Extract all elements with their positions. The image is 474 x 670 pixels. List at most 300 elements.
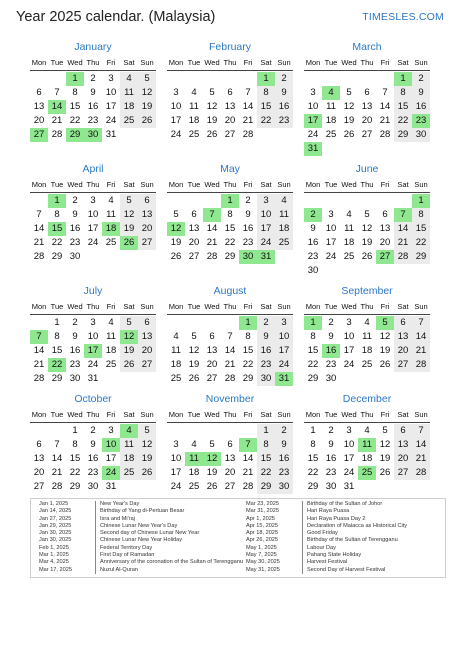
holiday-day-cell[interactable]: 1: [221, 194, 239, 208]
holiday-day-cell[interactable]: 7: [394, 208, 412, 222]
day-cell[interactable]: 3: [346, 317, 352, 328]
holiday-day-cell[interactable]: 15: [48, 222, 66, 236]
day-cell[interactable]: 11: [362, 331, 372, 342]
day-cell[interactable]: 7: [245, 87, 251, 98]
holiday-day-cell[interactable]: 1: [239, 316, 257, 330]
day-cell[interactable]: 17: [325, 237, 337, 248]
day-cell[interactable]: 6: [138, 194, 156, 208]
day-cell[interactable]: 6: [227, 87, 233, 98]
day-cell[interactable]: 23: [242, 237, 254, 248]
day-cell[interactable]: 3: [108, 425, 114, 436]
day-cell[interactable]: 30: [257, 372, 275, 386]
day-cell[interactable]: 8: [54, 331, 60, 342]
holiday-day-cell[interactable]: 31: [275, 372, 293, 386]
day-cell[interactable]: 10: [257, 208, 275, 222]
day-cell[interactable]: 29: [242, 373, 254, 384]
day-cell[interactable]: 15: [242, 345, 254, 356]
day-cell[interactable]: 14: [394, 222, 412, 236]
day-cell[interactable]: 18: [188, 115, 200, 126]
day-cell[interactable]: 30: [69, 373, 81, 384]
day-cell[interactable]: 13: [379, 223, 391, 234]
day-cell[interactable]: 24: [257, 236, 275, 250]
day-cell[interactable]: 9: [412, 86, 430, 100]
day-cell[interactable]: 19: [138, 452, 156, 466]
day-cell[interactable]: 31: [105, 481, 117, 492]
day-cell[interactable]: 22: [69, 115, 81, 126]
day-cell[interactable]: 25: [105, 359, 117, 370]
day-cell[interactable]: 25: [120, 114, 138, 128]
day-cell[interactable]: 4: [191, 87, 197, 98]
holiday-day-cell[interactable]: 25: [358, 466, 376, 480]
day-cell[interactable]: 20: [379, 237, 391, 248]
day-cell[interactable]: 5: [173, 209, 179, 220]
day-cell[interactable]: 16: [87, 453, 99, 464]
day-cell[interactable]: 2: [412, 72, 430, 86]
day-cell[interactable]: 16: [69, 223, 81, 234]
day-cell[interactable]: 2: [257, 316, 275, 330]
day-cell[interactable]: 11: [326, 101, 336, 112]
holiday-day-cell[interactable]: 7: [239, 438, 257, 452]
day-cell[interactable]: 27: [394, 466, 412, 480]
day-cell[interactable]: 20: [394, 452, 412, 466]
day-cell[interactable]: 26: [379, 359, 391, 370]
day-cell[interactable]: 5: [191, 331, 197, 342]
day-cell[interactable]: 3: [90, 317, 96, 328]
day-cell[interactable]: 19: [343, 115, 355, 126]
day-cell[interactable]: 26: [138, 114, 156, 128]
day-cell[interactable]: 21: [242, 467, 254, 478]
day-cell[interactable]: 20: [361, 115, 373, 126]
day-cell[interactable]: 26: [343, 129, 355, 140]
day-cell[interactable]: 2: [72, 195, 78, 206]
day-cell[interactable]: 6: [191, 209, 197, 220]
day-cell[interactable]: 15: [307, 345, 319, 356]
day-cell[interactable]: 5: [209, 439, 215, 450]
day-cell[interactable]: 28: [33, 373, 45, 384]
day-cell[interactable]: 14: [33, 345, 45, 356]
day-cell[interactable]: 9: [245, 209, 251, 220]
day-cell[interactable]: 9: [257, 330, 275, 344]
day-cell[interactable]: 21: [412, 452, 430, 466]
holiday-day-cell[interactable]: 7: [203, 208, 221, 222]
day-cell[interactable]: 13: [361, 101, 373, 112]
day-cell[interactable]: 11: [344, 223, 354, 234]
day-cell[interactable]: 2: [90, 73, 96, 84]
day-cell[interactable]: 19: [361, 237, 373, 248]
day-cell[interactable]: 5: [382, 425, 388, 436]
day-cell[interactable]: 28: [51, 129, 63, 140]
day-cell[interactable]: 13: [138, 330, 156, 344]
holiday-day-cell[interactable]: 1: [412, 194, 430, 208]
holiday-day-cell[interactable]: 12: [203, 452, 221, 466]
day-cell[interactable]: 3: [173, 439, 179, 450]
day-cell[interactable]: 24: [343, 467, 355, 478]
day-cell[interactable]: 11: [189, 101, 199, 112]
holiday-day-cell[interactable]: 31: [304, 142, 322, 156]
day-cell[interactable]: 1: [72, 425, 78, 436]
day-cell[interactable]: 16: [69, 345, 81, 356]
day-cell[interactable]: 19: [120, 344, 138, 358]
day-cell[interactable]: 13: [394, 438, 412, 452]
day-cell[interactable]: 26: [206, 129, 218, 140]
day-cell[interactable]: 28: [412, 358, 430, 372]
day-cell[interactable]: 21: [51, 115, 63, 126]
day-cell[interactable]: 18: [275, 222, 293, 236]
day-cell[interactable]: 6: [394, 424, 412, 438]
day-cell[interactable]: 14: [379, 101, 391, 112]
day-cell[interactable]: 12: [206, 101, 218, 112]
holiday-day-cell[interactable]: 22: [48, 358, 66, 372]
day-cell[interactable]: 9: [328, 331, 334, 342]
day-cell[interactable]: 24: [87, 359, 99, 370]
holiday-day-cell[interactable]: 2: [304, 208, 322, 222]
holiday-day-cell[interactable]: 26: [120, 236, 138, 250]
day-cell[interactable]: 10: [87, 209, 99, 220]
day-cell[interactable]: 18: [170, 359, 182, 370]
day-cell[interactable]: 20: [33, 115, 45, 126]
day-cell[interactable]: 18: [120, 100, 138, 114]
day-cell[interactable]: 7: [36, 209, 42, 220]
day-cell[interactable]: 1: [54, 317, 60, 328]
day-cell[interactable]: 3: [108, 73, 114, 84]
day-cell[interactable]: 31: [343, 481, 355, 492]
day-cell[interactable]: 2: [328, 317, 334, 328]
day-cell[interactable]: 6: [209, 331, 215, 342]
day-cell[interactable]: 8: [72, 87, 78, 98]
day-cell[interactable]: 16: [275, 100, 293, 114]
day-cell[interactable]: 4: [108, 195, 114, 206]
day-cell[interactable]: 20: [224, 115, 236, 126]
day-cell[interactable]: 5: [364, 209, 370, 220]
day-cell[interactable]: 8: [72, 439, 78, 450]
day-cell[interactable]: 13: [206, 345, 218, 356]
day-cell[interactable]: 11: [106, 209, 116, 220]
day-cell[interactable]: 22: [224, 237, 236, 248]
day-cell[interactable]: 2: [275, 424, 293, 438]
day-cell[interactable]: 18: [325, 115, 337, 126]
day-cell[interactable]: 28: [242, 129, 254, 140]
day-cell[interactable]: 12: [361, 223, 373, 234]
day-cell[interactable]: 24: [105, 115, 117, 126]
day-cell[interactable]: 20: [206, 359, 218, 370]
day-cell[interactable]: 17: [343, 345, 355, 356]
day-cell[interactable]: 18: [120, 452, 138, 466]
day-cell[interactable]: 11: [120, 438, 138, 452]
day-cell[interactable]: 28: [379, 129, 391, 140]
day-cell[interactable]: 20: [224, 467, 236, 478]
day-cell[interactable]: 9: [310, 223, 316, 234]
day-cell[interactable]: 29: [394, 128, 412, 142]
day-cell[interactable]: 13: [224, 453, 236, 464]
day-cell[interactable]: 27: [224, 129, 236, 140]
day-cell[interactable]: 3: [346, 425, 352, 436]
day-cell[interactable]: 27: [33, 481, 45, 492]
holiday-day-cell[interactable]: 27: [30, 128, 48, 142]
day-cell[interactable]: 5: [120, 316, 138, 330]
day-cell[interactable]: 24: [275, 358, 293, 372]
day-cell[interactable]: 3: [328, 209, 334, 220]
day-cell[interactable]: 12: [343, 101, 355, 112]
day-cell[interactable]: 8: [310, 439, 316, 450]
day-cell[interactable]: 6: [138, 316, 156, 330]
day-cell[interactable]: 11: [106, 331, 116, 342]
day-cell[interactable]: 20: [394, 344, 412, 358]
day-cell[interactable]: 14: [412, 330, 430, 344]
day-cell[interactable]: 14: [242, 101, 254, 112]
day-cell[interactable]: 10: [170, 453, 182, 464]
day-cell[interactable]: 9: [90, 87, 96, 98]
day-cell[interactable]: 2: [275, 72, 293, 86]
day-cell[interactable]: 22: [412, 236, 430, 250]
day-cell[interactable]: 11: [275, 208, 293, 222]
day-cell[interactable]: 4: [364, 425, 370, 436]
day-cell[interactable]: 15: [51, 345, 63, 356]
day-cell[interactable]: 26: [138, 466, 156, 480]
day-cell[interactable]: 13: [188, 223, 200, 234]
day-cell[interactable]: 3: [275, 316, 293, 330]
day-cell[interactable]: 25: [188, 481, 200, 492]
day-cell[interactable]: 17: [170, 467, 182, 478]
day-cell[interactable]: 6: [382, 209, 388, 220]
day-cell[interactable]: 9: [275, 438, 293, 452]
day-cell[interactable]: 22: [307, 359, 319, 370]
day-cell[interactable]: 16: [307, 237, 319, 248]
day-cell[interactable]: 6: [394, 316, 412, 330]
day-cell[interactable]: 29: [51, 251, 63, 262]
day-cell[interactable]: 13: [138, 208, 156, 222]
day-cell[interactable]: 22: [394, 114, 412, 128]
day-cell[interactable]: 31: [105, 129, 117, 140]
holiday-day-cell[interactable]: 17: [84, 344, 102, 358]
day-cell[interactable]: 4: [275, 194, 293, 208]
day-cell[interactable]: 27: [138, 358, 156, 372]
day-cell[interactable]: 23: [325, 359, 337, 370]
day-cell[interactable]: 25: [275, 236, 293, 250]
day-cell[interactable]: 29: [69, 481, 81, 492]
day-cell[interactable]: 27: [138, 236, 156, 250]
day-cell[interactable]: 28: [224, 373, 236, 384]
day-cell[interactable]: 21: [51, 467, 63, 478]
day-cell[interactable]: 2: [90, 425, 96, 436]
day-cell[interactable]: 4: [173, 331, 179, 342]
day-cell[interactable]: 17: [343, 453, 355, 464]
day-cell[interactable]: 31: [87, 373, 99, 384]
holiday-day-cell[interactable]: 24: [102, 466, 120, 480]
day-cell[interactable]: 15: [257, 452, 275, 466]
holiday-day-cell[interactable]: 1: [394, 72, 412, 86]
day-cell[interactable]: 8: [227, 209, 233, 220]
day-cell[interactable]: 6: [36, 87, 42, 98]
day-cell[interactable]: 4: [191, 439, 197, 450]
day-cell[interactable]: 29: [307, 373, 319, 384]
day-cell[interactable]: 7: [54, 439, 60, 450]
day-cell[interactable]: 5: [138, 72, 156, 86]
day-cell[interactable]: 18: [361, 453, 373, 464]
day-cell[interactable]: 10: [105, 87, 117, 98]
day-cell[interactable]: 29: [412, 250, 430, 264]
day-cell[interactable]: 17: [257, 222, 275, 236]
day-cell[interactable]: 8: [257, 86, 275, 100]
day-cell[interactable]: 13: [33, 453, 45, 464]
day-cell[interactable]: 30: [275, 480, 293, 494]
day-cell[interactable]: 5: [209, 87, 215, 98]
day-cell[interactable]: 3: [173, 87, 179, 98]
day-cell[interactable]: 2: [328, 425, 334, 436]
day-cell[interactable]: 8: [257, 438, 275, 452]
day-cell[interactable]: 18: [361, 345, 373, 356]
day-cell[interactable]: 23: [69, 237, 81, 248]
day-cell[interactable]: 17: [87, 223, 99, 234]
day-cell[interactable]: 28: [206, 251, 218, 262]
day-cell[interactable]: 29: [307, 481, 319, 492]
day-cell[interactable]: 8: [394, 86, 412, 100]
day-cell[interactable]: 17: [170, 115, 182, 126]
day-cell[interactable]: 10: [343, 439, 355, 450]
day-cell[interactable]: 7: [382, 87, 388, 98]
holiday-day-cell[interactable]: 12: [120, 330, 138, 344]
day-cell[interactable]: 23: [275, 114, 293, 128]
day-cell[interactable]: 12: [379, 331, 391, 342]
day-cell[interactable]: 30: [325, 481, 337, 492]
day-cell[interactable]: 14: [224, 345, 236, 356]
holiday-day-cell[interactable]: 1: [48, 194, 66, 208]
day-cell[interactable]: 23: [257, 358, 275, 372]
day-cell[interactable]: 16: [242, 223, 254, 234]
holiday-day-cell[interactable]: 29: [66, 128, 84, 142]
day-cell[interactable]: 27: [394, 358, 412, 372]
day-cell[interactable]: 19: [379, 453, 391, 464]
day-cell[interactable]: 12: [138, 438, 156, 452]
day-cell[interactable]: 13: [224, 101, 236, 112]
day-cell[interactable]: 17: [105, 453, 117, 464]
day-cell[interactable]: 3: [257, 194, 275, 208]
day-cell[interactable]: 10: [343, 331, 355, 342]
holiday-day-cell[interactable]: 16: [322, 344, 340, 358]
holiday-day-cell[interactable]: 23: [412, 114, 430, 128]
day-cell[interactable]: 19: [379, 345, 391, 356]
day-cell[interactable]: 13: [33, 101, 45, 112]
day-cell[interactable]: 6: [364, 87, 370, 98]
day-cell[interactable]: 9: [72, 331, 78, 342]
day-cell[interactable]: 9: [72, 209, 78, 220]
day-cell[interactable]: 25: [361, 359, 373, 370]
day-cell[interactable]: 14: [412, 438, 430, 452]
day-cell[interactable]: 14: [33, 223, 45, 234]
day-cell[interactable]: 16: [275, 452, 293, 466]
day-cell[interactable]: 12: [379, 439, 391, 450]
holiday-day-cell[interactable]: 1: [304, 316, 322, 330]
day-cell[interactable]: 16: [412, 100, 430, 114]
day-cell[interactable]: 21: [206, 237, 218, 248]
day-cell[interactable]: 21: [224, 359, 236, 370]
day-cell[interactable]: 7: [412, 316, 430, 330]
day-cell[interactable]: 28: [412, 466, 430, 480]
day-cell[interactable]: 30: [87, 481, 99, 492]
day-cell[interactable]: 14: [242, 453, 254, 464]
day-cell[interactable]: 12: [138, 86, 156, 100]
day-cell[interactable]: 26: [170, 251, 182, 262]
day-cell[interactable]: 9: [275, 86, 293, 100]
day-cell[interactable]: 22: [257, 466, 275, 480]
day-cell[interactable]: 4: [120, 72, 138, 86]
day-cell[interactable]: 20: [138, 344, 156, 358]
day-cell[interactable]: 15: [69, 453, 81, 464]
day-cell[interactable]: 4: [346, 209, 352, 220]
day-cell[interactable]: 24: [343, 359, 355, 370]
day-cell[interactable]: 21: [394, 236, 412, 250]
day-cell[interactable]: 23: [69, 359, 81, 370]
holiday-day-cell[interactable]: 1: [66, 72, 84, 86]
holiday-day-cell[interactable]: 17: [304, 114, 322, 128]
day-cell[interactable]: 28: [394, 250, 412, 264]
day-cell[interactable]: 25: [343, 251, 355, 262]
day-cell[interactable]: 20: [188, 237, 200, 248]
holiday-day-cell[interactable]: 4: [120, 424, 138, 438]
day-cell[interactable]: 13: [394, 330, 412, 344]
day-cell[interactable]: 23: [275, 466, 293, 480]
day-cell[interactable]: 22: [69, 467, 81, 478]
brand-link[interactable]: TIMESLES.COM: [362, 11, 444, 23]
day-cell[interactable]: 5: [138, 424, 156, 438]
day-cell[interactable]: 16: [325, 453, 337, 464]
day-cell[interactable]: 24: [87, 237, 99, 248]
day-cell[interactable]: 30: [307, 265, 319, 276]
day-cell[interactable]: 21: [412, 344, 430, 358]
day-cell[interactable]: 9: [328, 439, 334, 450]
day-cell[interactable]: 14: [206, 223, 218, 234]
day-cell[interactable]: 2: [72, 317, 78, 328]
day-cell[interactable]: 20: [138, 222, 156, 236]
day-cell[interactable]: 26: [120, 358, 138, 372]
day-cell[interactable]: 14: [51, 453, 63, 464]
day-cell[interactable]: 17: [105, 101, 117, 112]
day-cell[interactable]: 21: [379, 115, 391, 126]
day-cell[interactable]: 11: [120, 86, 138, 100]
holiday-day-cell[interactable]: 31: [257, 250, 275, 264]
day-cell[interactable]: 19: [188, 359, 200, 370]
day-cell[interactable]: 27: [206, 373, 218, 384]
day-cell[interactable]: 18: [105, 345, 117, 356]
day-cell[interactable]: 7: [54, 87, 60, 98]
day-cell[interactable]: 8: [310, 331, 316, 342]
day-cell[interactable]: 20: [33, 467, 45, 478]
day-cell[interactable]: 27: [361, 129, 373, 140]
day-cell[interactable]: 3: [90, 195, 96, 206]
day-cell[interactable]: 15: [257, 100, 275, 114]
day-cell[interactable]: 18: [343, 237, 355, 248]
day-cell[interactable]: 23: [307, 251, 319, 262]
day-cell[interactable]: 29: [51, 373, 63, 384]
day-cell[interactable]: 25: [170, 373, 182, 384]
day-cell[interactable]: 24: [170, 129, 182, 140]
day-cell[interactable]: 5: [120, 194, 138, 208]
day-cell[interactable]: 15: [69, 101, 81, 112]
day-cell[interactable]: 8: [412, 208, 430, 222]
day-cell[interactable]: 4: [364, 317, 370, 328]
day-cell[interactable]: 30: [69, 251, 81, 262]
day-cell[interactable]: 10: [325, 223, 337, 234]
day-cell[interactable]: 22: [307, 467, 319, 478]
day-cell[interactable]: 25: [120, 466, 138, 480]
day-cell[interactable]: 12: [188, 345, 200, 356]
day-cell[interactable]: 18: [188, 467, 200, 478]
day-cell[interactable]: 16: [87, 101, 99, 112]
day-cell[interactable]: 10: [307, 101, 319, 112]
day-cell[interactable]: 27: [224, 481, 236, 492]
day-cell[interactable]: 22: [242, 359, 254, 370]
day-cell[interactable]: 8: [245, 331, 251, 342]
holiday-day-cell[interactable]: 5: [376, 316, 394, 330]
